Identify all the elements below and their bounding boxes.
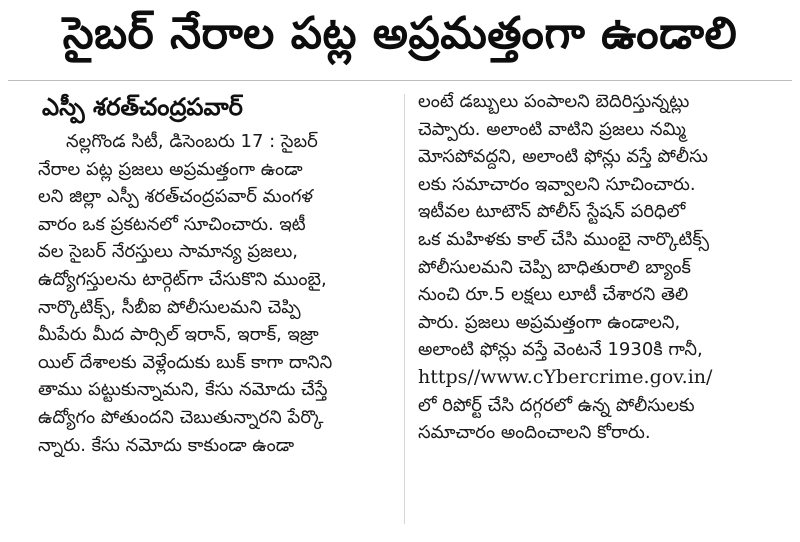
paragraph-line: లో రిపోర్ట్ చేసి దగ్గరలో ఉన్న పోలీసులకు [418, 394, 695, 416]
paragraph-line: ఒక మహిళకు కాల్ చేసి ముంబై నార్కొటిక్స్ [418, 228, 710, 250]
paragraph-line: మోసపోవద్దని, అలాంటి ఫోన్లు వస్తే పోలీసు [418, 146, 708, 168]
byline-author: ఎస్పీ శరత్‌చంద్రపవార్ [42, 93, 243, 122]
paragraph-line: నుంచి రూ.5 లక్షలు లూటీ చేశారని తెలి [418, 284, 689, 306]
cybercrime-url: https//www.cYbercrime.gov.in/ [418, 365, 713, 388]
article-left-column [38, 88, 394, 459]
paragraph-line: తాము పట్టుకున్నామని, కేసు నమోదు చేస్తే [38, 379, 328, 401]
paragraph-line: పోలీసులమని చెప్పి బాధితురాలి బ్యాంక్ [418, 256, 691, 278]
paragraph-line: న్నారు. కేసు నమోదు కాకుండా ఉండా [38, 434, 295, 456]
headline: సైబర్ నేరాల పట్ల అప్రమత్తంగా ఉండాలి [62, 8, 738, 59]
paragraph-line: లని జిల్లా ఎస్పీ శరత్‌చంద్రపవార్ మంగళ [38, 186, 313, 208]
paragraph-line: పారు. ప్రజలు అప్రమత్తంగా ఉండాలని, [418, 311, 681, 333]
paragraph-line: సమాచారం అందించాలని కోరారు. [418, 422, 651, 444]
paragraph-line: నేరాల పట్ల ప్రజలు అప్రమత్తంగా ఉండా [38, 158, 303, 180]
column-divider [404, 94, 405, 524]
paragraph-line: చెప్పారు. అలాంటి వాటిని ప్రజలు నమ్మి [418, 118, 686, 140]
paragraph-line: అలాంటి ఫోన్లు వస్తే వెంటనే 1930కి గానీ, [418, 339, 703, 361]
headline-rule [8, 80, 792, 81]
paragraph-line: ఉద్యోగం పోతుందని చెబుతున్నారని పేర్కొ [38, 406, 324, 428]
paragraph-line: ఇటీవల టూటౌన్ పోలీస్ స్టేషన్ పరిధిలో [418, 201, 686, 223]
paragraph-line: నార్కొటిక్స్, సీబీఐ పోలీసులమని చెప్పి [38, 296, 301, 318]
paragraph-line: యిల్ దేశాలకు వెళ్లేందుకు బుక్ కాగా దానిని [38, 351, 333, 373]
article-right-column [418, 88, 788, 447]
paragraph-line: ఉద్యోగస్తులను టార్గెట్‌గా చేసుకొని ముంబై, [38, 268, 327, 290]
paragraph-line: వారం ఒక ప్రకటనలో సూచించారు. ఇటీ [38, 213, 306, 235]
paragraph-line: నల్లగొండ సిటీ, డిసెంబరు 17 : సైబర్ [66, 131, 318, 152]
paragraph-line: లంటే డబ్బులు పంపాలని బెదిరిస్తున్నట్లు [418, 91, 690, 112]
byline [38, 88, 394, 128]
paragraph-line: మీపేరు మీద పార్సిల్ ఇరాన్, ఇరాక్, ఇజ్రా [38, 324, 319, 346]
paragraph-line: లకు సమాచారం ఇవ్వాలని సూచించారు. [418, 173, 696, 195]
paragraph-line: వల సైబర్ నేరస్తులు సామాన్య ప్రజలు, [38, 241, 299, 263]
